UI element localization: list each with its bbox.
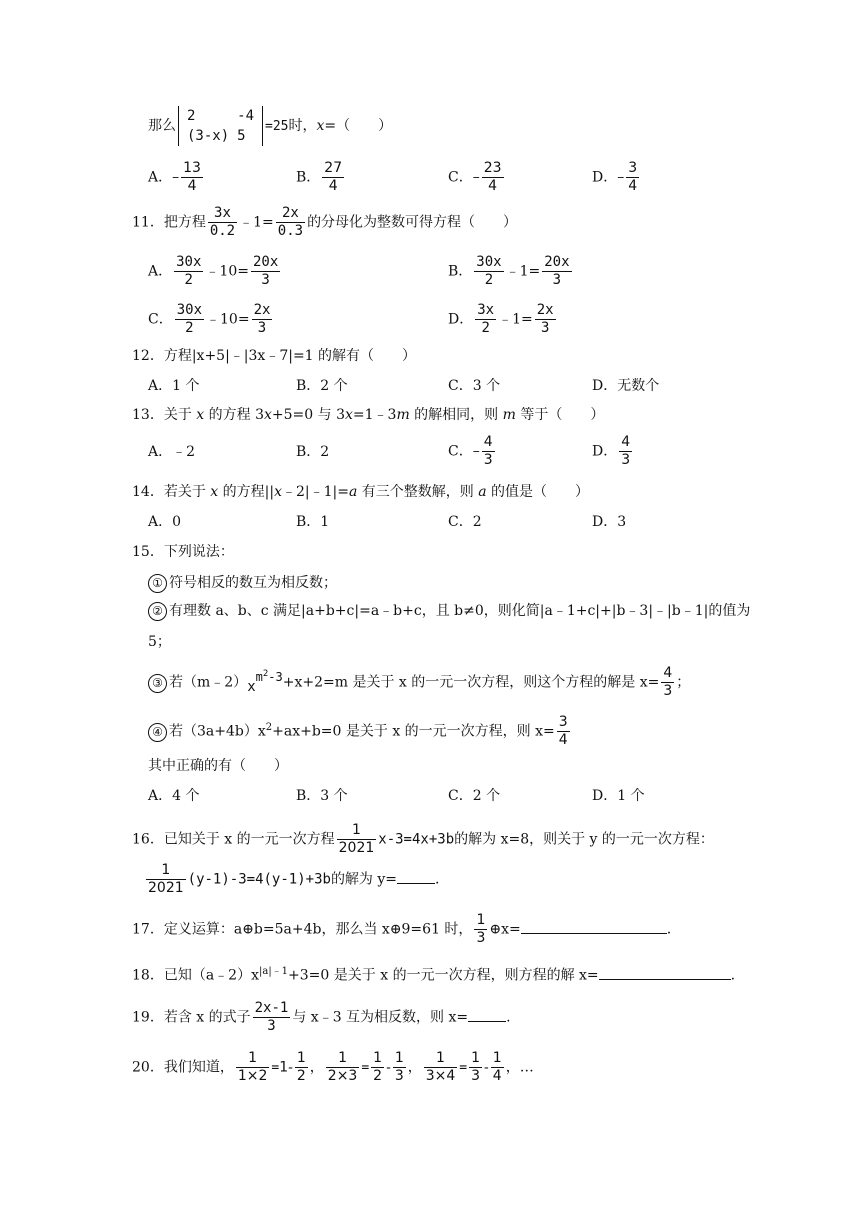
q15-statement-4: ④ 若$(3a+4b)x^2+ax+b=0$ 是关于 x 的一元一次方程，则 x= $\frac{3}{4}$ [148, 714, 572, 749]
q15-option-c[interactable]: C．2 个 [448, 788, 501, 804]
q14-option-b[interactable]: B．1 [296, 514, 330, 530]
q12-stem: 12．方程|x+5|﹣|3x﹣7|=1 的解有（ ） [132, 348, 417, 364]
q11-option-d[interactable]: D． $\frac{3x}{2}$ ﹣1= $\frac{2x}{3}$ [448, 302, 554, 336]
q18-answer-blank[interactable] [599, 965, 731, 980]
q10-option-a[interactable]: A．– $\frac{13}{4}$ [148, 160, 201, 194]
q17-answer-blank[interactable] [521, 919, 667, 934]
circled-4: ④ [148, 723, 167, 742]
q15-statement-1: ① 符号相反的数互为相反数； [148, 573, 337, 593]
q13-stem: 13．关于 x 的方程 3x+5=0 与 3x=1﹣3m 的解相同，则 m 等于（ ） [132, 407, 605, 423]
q12-option-c[interactable]: C．3 个 [448, 378, 501, 394]
q15-option-b[interactable]: B．3 个 [296, 788, 348, 804]
q16-answer-blank[interactable] [397, 869, 435, 884]
q19-stem: 19．若含 x 的式子 $\frac{2x-1}{3}$ 与 x﹣3 互为相反数，则 x= . [132, 1000, 511, 1034]
q17-stem: 17．定义运算：a⊕b=5a+4b，那么当 x⊕9=61 时， $\frac{1}{3}$ ⊕x= . [132, 912, 672, 946]
circled-2: ② [148, 602, 167, 621]
q14-stem: 14．若关于 x 的方程||x﹣2|﹣1|=a 有三个整数解，则 a 的值是（ ） [132, 484, 590, 500]
q13-option-c[interactable]: C．– $\frac{4}{3}$ [448, 434, 493, 468]
circled-1: ① [148, 574, 167, 593]
q12-option-d[interactable]: D．无数个 [592, 378, 660, 394]
q19-answer-blank[interactable] [468, 1007, 506, 1022]
q11-option-a[interactable]: A． $\frac{30x}{2}$ ﹣10= $\frac{20x}{3}$ [148, 254, 279, 288]
q16-stem-cont: $\frac{1}{2021}$ (y-1)-3=4(y-1)+3b的解为 y= . [148, 862, 440, 896]
q13-option-d[interactable]: D． $\frac{4}{3}$ [592, 434, 631, 468]
q15-statement-2-cont: 5； [148, 634, 171, 650]
q10-option-b[interactable]: B． $\frac{27}{4}$ [296, 160, 343, 194]
q10-option-c[interactable]: C．– $\frac{23}{4}$ [448, 160, 502, 194]
q11-option-b[interactable]: B． $\frac{30x}{2}$ ﹣1= $\frac{20x}{3}$ [448, 254, 570, 288]
q15-stem: 15．下列说法： [132, 544, 234, 560]
q12-option-a[interactable]: A．1 个 [148, 378, 200, 394]
q10-stem: 那么 2 -4 (3-x) 5 =25时，x=（ ） [148, 108, 393, 144]
q13-option-b[interactable]: B．2 [296, 444, 330, 460]
circled-3: ③ [148, 674, 167, 693]
q18-stem: 18．已知$(a﹣2)x^{|a|﹣1}+3=0$ 是关于 x 的一元一次方程，则方程的解 x= . [132, 966, 736, 984]
q12-option-b[interactable]: B．2 个 [296, 378, 348, 394]
q10-option-d[interactable]: D．– $\frac{3}{4}$ [592, 160, 638, 194]
q13-option-a[interactable]: A．﹣2 [148, 444, 196, 460]
q16-stem: 16．已知关于 x 的一元一次方程 $\frac{1}{2021}$ x-3=4x+3b的解为 x=8，则关于 y 的一元一次方程： [132, 822, 714, 856]
q11-stem: 11．把方程 $\frac{3x}{0.2}$ ﹣1= $\frac{2x}{0.3}$ 的分母化为整数可得方程（ ） [132, 205, 518, 239]
q15-statement-3: ③ 若$(m﹣2)x^{m^2-3}+x+2=m$ 是关于 x 的一元一次方程，则这个方程的解是 x= $\frac{4}{3}$ ； [148, 664, 690, 700]
q20-stem: 20．我们知道， $\frac{1}{1\times 2}$ =1- $\frac{1}{2}$ ， $\frac{1}{2\times 3}$ = $\frac{1}{2}$ - $\frac{1}{3}$ ， $\frac{1}{3\times 4}$ = $\frac{1}{3}$ - $\frac{1}{4}$ ，… [132, 1050, 534, 1084]
q15-option-d[interactable]: D．1 个 [592, 788, 645, 804]
q10-determinant: 2 -4 (3-x) 5 [178, 106, 263, 146]
q15-conclusion: 其中正确的有（ ） [148, 758, 288, 774]
q15-option-a[interactable]: A．4 个 [148, 788, 200, 804]
q15-statement-2: ② 有理数 a、b、c 满足|a+b+c|=a﹣b+c，且 b≠0，则化简|a﹣1+c|+|b﹣3|﹣|b﹣1|的值为 [148, 601, 750, 621]
q14-option-d[interactable]: D．3 [592, 514, 627, 530]
q14-option-c[interactable]: C．2 [448, 514, 482, 530]
q11-option-c[interactable]: C． $\frac{30x}{2}$ ﹣10= $\frac{2x}{3}$ [148, 302, 271, 336]
q14-option-a[interactable]: A．0 [148, 514, 182, 530]
